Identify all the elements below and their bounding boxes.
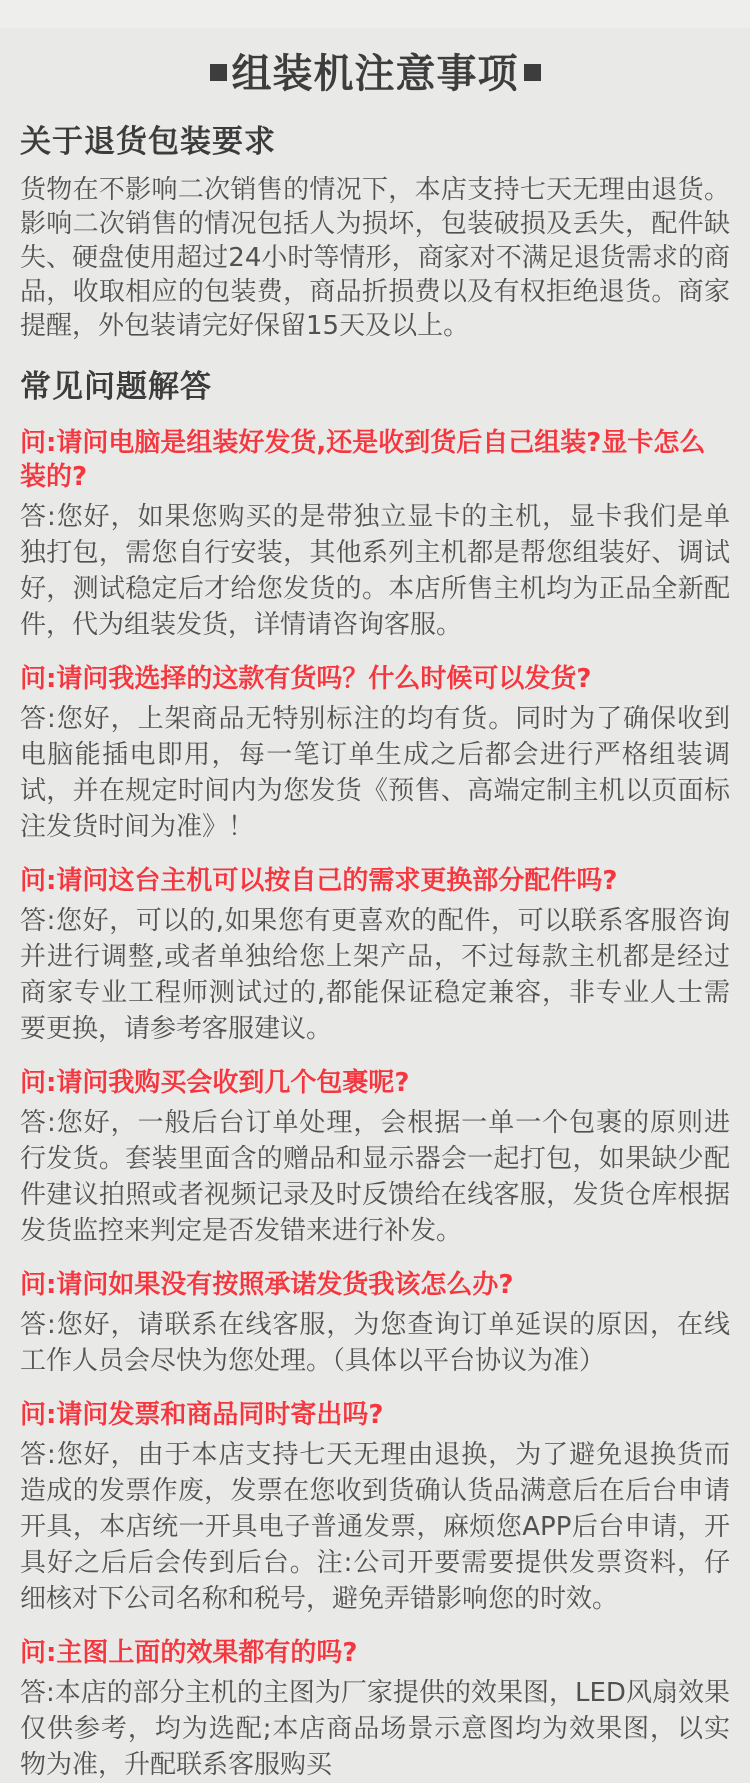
faq-item [0, 1268, 750, 1379]
faq-answer: 答:您好，请联系在线客服，为您查询订单延误的原因，在线工作人员会尽快为您处理。（具体以平台协议为准） [20, 1310, 730, 1376]
title-square-icon [524, 64, 541, 81]
faq-answer: 答:您好，由于本店支持七天无理由退换，为了避免退换货而造成的发票作废，发票在您收到货确认货品满意后在后台申请开具，本店统一开具电子普通发票，麻烦您APP后台申请，开具好之后后会传到后台。注:公司开要需要提供发票资料，仔细核对下公司名称和税号，避免弄错影响您的时效。 [20, 1440, 730, 1614]
faq-answer: 答:本店的部分主机的主图为厂家提供的效果图，LED风扇效果仅供参考，均为选配;本店商品场景示意图均为效果图，以实物为准，升配联系客服购买 [20, 1678, 730, 1780]
faq-item [0, 1066, 750, 1249]
faq-item [0, 1398, 750, 1617]
return-policy-text: 货物在不影响二次销售的情况下，本店支持七天无理由退货。影响二次销售的情况包括人为损坏，包装破损及丢失，配件缺失、硬盘使用超过24小时等情形，商家对不满足退货需求的商品，收取相应的包装费，商品折损费以及有权拒绝退货。商家提醒，外包装请完好保留15天及以上。 [20, 175, 730, 341]
faq-question: 问:请问如果没有按照承诺发货我该怎么办? [20, 1270, 514, 1300]
faq-question: 问:请问发票和商品同时寄出吗? [20, 1400, 384, 1430]
faq-answer: 答:您好，如果您购买的是带独立显卡的主机，显卡我们是单独打包，需您自行安装，其他系列主机都是帮您组装好、调试好，测试稳定后才给您发货的。本店所售主机均为正品全新配件，代为组装发货，详情请咨询客服。 [20, 502, 730, 640]
faq-item [0, 864, 750, 1047]
title-square-icon [210, 64, 227, 81]
faq-question: 问:请问电脑是组装好发货,还是收到货后自己组装?显卡怎么装的? [20, 428, 706, 492]
faq-item [0, 426, 750, 643]
faq-answer: 答:您好，可以的,如果您有更喜欢的配件，可以联系客服咨询并进行调整,或者单独给您上架产品，不过每款主机都是经过商家专业工程师测试过的,都能保证稳定兼容，非专业人士需要更换，请参考客服建议。 [20, 906, 730, 1044]
faq-answer: 答:您好，一般后台订单处理，会根据一单一个包裹的原则进行发货。套装里面含的赠品和显示器会一起打包，如果缺少配件建议拍照或者视频记录及时反馈给在线客服，发货仓库根据发货监控来判定是否发错来进行补发。 [20, 1108, 730, 1246]
faq-question: 问:请问我选择的这款有货吗？什么时候可以发货? [20, 664, 592, 694]
faq-question: 问:请问这台主机可以按自己的需求更换部分配件吗? [20, 866, 618, 896]
faq-item [0, 662, 750, 845]
page-title-text: 组装机注意事项 [231, 51, 519, 97]
faq-answer: 答:您好，上架商品无特别标注的均有货。同时为了确保收到电脑能插电即用，每一笔订单生成之后都会进行严格组装调试，并在规定时间内为您发货《预售、高端定制主机以页面标注发货时间为准》！ [20, 704, 730, 842]
top-divider [0, 0, 750, 28]
faq-item [0, 1636, 750, 1783]
faq-question: 问:请问我购买会收到几个包裹呢? [20, 1068, 410, 1098]
section-heading-return-policy: 关于退货包装要求 [20, 124, 276, 160]
section-heading-faq: 常见问题解答 [20, 369, 212, 405]
page-title [0, 50, 750, 98]
faq-question: 问:主图上面的效果都有的吗? [20, 1638, 358, 1668]
